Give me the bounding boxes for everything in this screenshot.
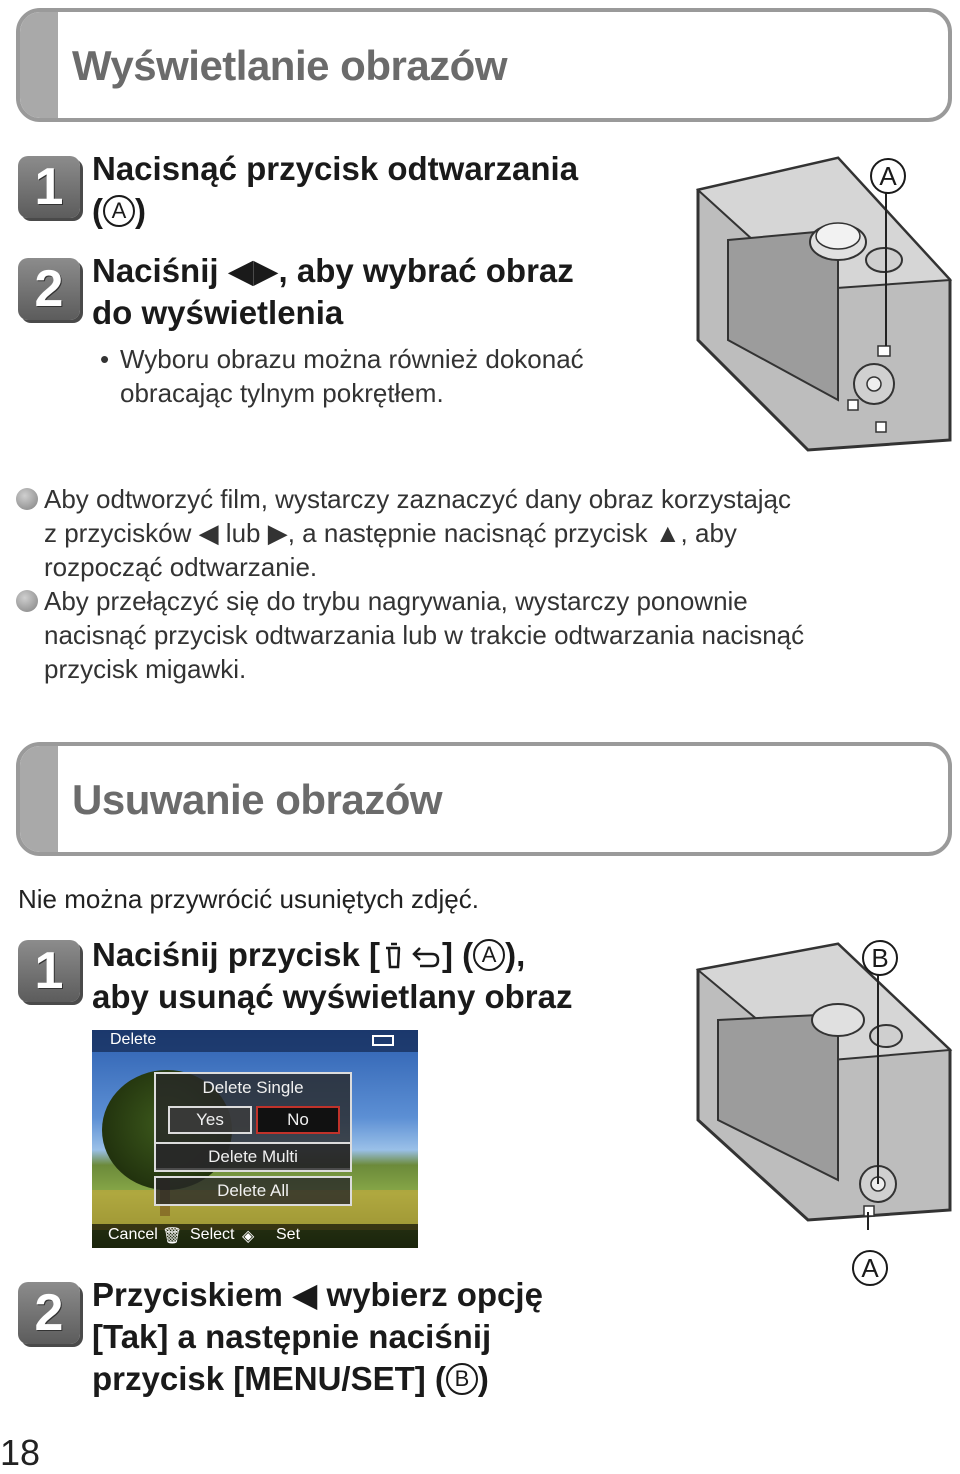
screen-bottom-bar (92, 1224, 418, 1248)
left-arrow-icon: ◀ (291, 1276, 318, 1313)
bullet-ball-icon (16, 488, 38, 510)
marker-a: A (473, 939, 505, 971)
battery-icon (372, 1035, 394, 1046)
section-header-display (16, 8, 952, 122)
delete-step2-line2: [Tak] a następnie naciśnij (92, 1318, 492, 1355)
step1-close-paren: ) (135, 192, 146, 229)
step-number-1: 1 (18, 940, 80, 1002)
camera-screen-delete-menu (92, 1030, 418, 1248)
delete-all-option[interactable]: Delete All (154, 1176, 352, 1206)
step2-text-a: Naciśnij (92, 252, 228, 289)
screen-title: Delete (110, 1031, 157, 1048)
step-number-2: 2 (18, 1282, 80, 1344)
section-header-delete (16, 742, 952, 856)
step2-note (100, 342, 584, 410)
delete-step2-line3a: przycisk [MENU/SET] ( (92, 1360, 446, 1397)
trash-icon: 🗑 (162, 1228, 183, 1245)
delete-step2-title (92, 1274, 543, 1400)
step-number-1: 1 (18, 156, 80, 218)
section-title-delete: Usuwanie obrazów (72, 776, 443, 823)
note-bullet: • (100, 344, 110, 374)
camera-illustration-playback (688, 150, 956, 460)
left-arrow-icon: ◀ (198, 518, 219, 548)
note-line2: obracając tylnym pokrętłem. (120, 378, 444, 408)
bullet1-line2a: z przycisków (44, 518, 199, 548)
bullet2-line1: Aby przełączyć się do trybu nagrywania, wystarczy ponownie (44, 586, 748, 616)
camera-marker-a: A (852, 1250, 888, 1286)
bullet2-line3: przycisk migawki. (44, 654, 247, 684)
bullet1-line1: Aby odtworzyć film, wystarczy zaznaczyć dany obraz korzystając (44, 484, 792, 514)
select-label: Select (190, 1226, 235, 1243)
delete-single-label: Delete Single (202, 1078, 304, 1097)
bullet-movie (16, 482, 791, 584)
up-arrow-icon: ▲ (654, 518, 681, 548)
step1-text: Nacisnąć przycisk odtwarzania (92, 150, 579, 187)
delete-step2-line3b: ) (477, 1360, 489, 1397)
set-label: Set (276, 1226, 301, 1243)
bullet-recording (16, 584, 804, 686)
bullet1-line2c: , a następnie nacisnąć przycisk (287, 518, 655, 548)
step1-open-paren: ( (92, 192, 103, 229)
delete-warning: Nie można przywrócić usuniętych zdjęć. (18, 884, 479, 914)
bullet-ball-icon (16, 590, 38, 612)
step2-text-b: , aby wybrać obraz (278, 252, 574, 289)
bullet1-line2d: , aby (680, 518, 737, 548)
delete-step2-text-b: wybierz opcję (317, 1276, 543, 1313)
no-option[interactable]: No (256, 1106, 340, 1134)
step2-text-line2: do wyświetlenia (92, 294, 344, 331)
cancel-label: Cancel (108, 1226, 158, 1243)
dial-icon: ◈ (242, 1228, 255, 1245)
delete-multi-option[interactable]: Delete Multi (154, 1142, 352, 1172)
delete-step1-line2: aby usunąć wyświetlany obraz (92, 978, 573, 1015)
camera-marker-a: A (870, 158, 906, 194)
step1-title (92, 148, 578, 232)
trash-return-icon (380, 940, 442, 970)
bullet1-line2b: lub (218, 518, 268, 548)
right-arrow-icon: ▶ (267, 518, 288, 548)
marker-b: B (446, 1363, 478, 1395)
left-right-arrows: ◀▶ (227, 252, 279, 289)
delete-step1-text-c: ), (505, 936, 526, 973)
marker-a: A (103, 195, 135, 227)
delete-step2-text-a: Przyciskiem (92, 1276, 292, 1313)
step2-title (92, 250, 574, 334)
step-number-2: 2 (18, 258, 80, 320)
camera-illustration-delete (688, 940, 956, 1230)
header-band (20, 746, 58, 852)
delete-step1-title (92, 934, 573, 1018)
screen-top-bar (92, 1030, 418, 1052)
page-number: 18 (0, 1432, 41, 1473)
camera-marker-b: B (862, 940, 898, 976)
delete-step1-text-a: Naciśnij przycisk [ (92, 936, 380, 973)
note-line1: Wyboru obrazu można również dokonać (120, 344, 584, 374)
section-title-display: Wyświetlanie obrazów (72, 42, 507, 89)
delete-step1-text-b: ] ( (441, 936, 474, 973)
bullet2-line2: nacisnąć przycisk odtwarzania lub w trakcie odtwarzania nacisnąć (44, 620, 805, 650)
header-band (20, 12, 58, 118)
yes-option[interactable]: Yes (168, 1106, 252, 1134)
bullet1-line3: rozpocząć odtwarzanie. (44, 552, 318, 582)
